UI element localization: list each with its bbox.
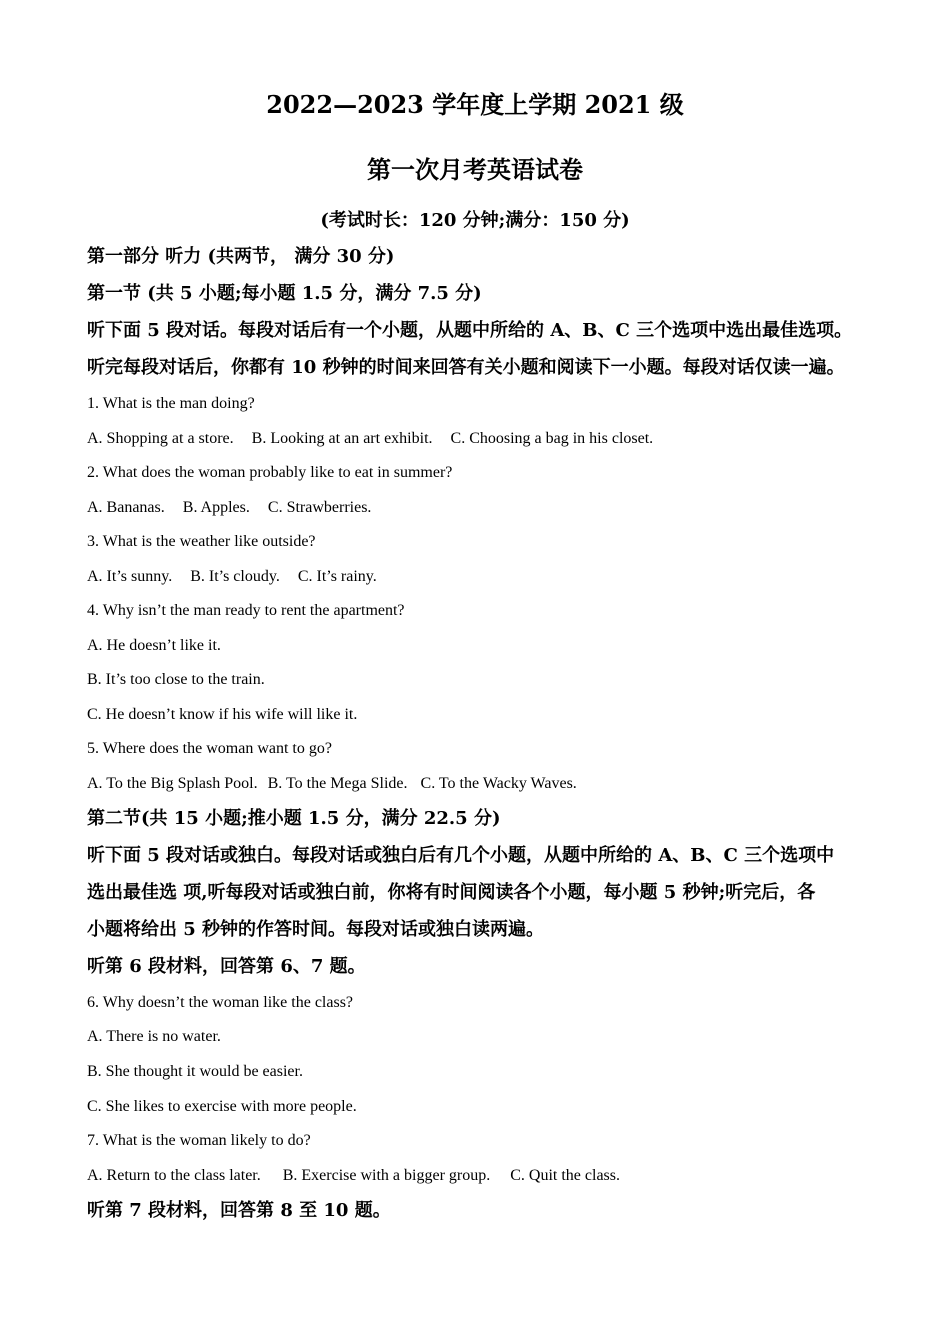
option-6b: B. She thought it would be easier. [87,1063,303,1080]
question-1-options [87,428,653,450]
question-3-options [87,566,377,588]
question-1: 1. What is the man doing? [87,395,255,412]
exam-title-line2: 第一次月考英语试卷 [367,155,583,184]
material-6-heading: 听第 6 段材料，回答第 6、7 题。 [87,956,366,977]
option-7b: B. Exercise with a bigger group. [282,1167,491,1184]
option-3b: B. It’s cloudy. [190,568,280,585]
option-2a: A. Bananas. [87,499,165,516]
question-5: 5. Where does the woman want to go? [87,740,332,757]
option-1a: A. Shopping at a store. [87,430,234,447]
question-2-options [87,497,371,519]
section1-instruction-2: 听完每段对话后，你都有 10 秒钟的时间来回答有关小题和阅读下一小题。每段对话仅读一遍。 [87,357,845,378]
question-2: 2. What does the woman probably like to eat in summer? [87,464,453,481]
option-4b: B. It’s too close to the train. [87,671,265,688]
section1-heading: 第一节 (共 5 小题;每小题 1.5 分，满分 7.5 分) [87,283,482,304]
exam-info: (考试时长：120 分钟;满分：150 分) [320,210,630,231]
option-1c: C. Choosing a bag in his closet. [450,430,654,447]
section1-instruction-1: 听下面 5 段对话。每段对话后有一个小题，从题中所给的 A、B、C 三个选项中选出最佳选项。 [87,320,853,341]
question-3: 3. What is the weather like outside? [87,533,316,550]
option-5b: B. To the Mega Slide. [267,775,408,792]
option-4a: A. He doesn’t like it. [87,637,221,654]
option-5c: C. To the Wacky Waves. [420,775,577,792]
option-2c: C. Strawberries. [267,499,372,516]
section2-instruction-2: 选出最佳选 项,听每段对话或独白前，你将有时间阅读各个小题，每小题 5 秒钟;听完后，各 [87,882,816,903]
option-6a: A. There is no water. [87,1028,221,1045]
question-7: 7. What is the woman likely to do? [87,1132,311,1149]
option-4c: C. He doesn’t know if his wife will like it. [87,706,358,723]
option-1b: B. Looking at an art exhibit. [251,430,433,447]
option-5a: A. To the Big Splash Pool. [87,775,258,792]
section2-heading: 第二节(共 15 小题;推小题 1.5 分，满分 22.5 分) [87,808,501,829]
question-5-options [87,773,577,795]
material-7-heading: 听第 7 段材料，回答第 8 至 10 题。 [87,1200,391,1221]
option-2b: B. Apples. [182,499,250,516]
section2-instruction-3: 小题将给出 5 秒钟的作答时间。每段对话或独白读两遍。 [87,919,545,940]
option-7c: C. Quit the class. [510,1167,620,1184]
option-3c: C. It’s rainy. [297,568,377,585]
question-4: 4. Why isn’t the man ready to rent the apartment? [87,602,405,619]
option-6c: C. She likes to exercise with more people. [87,1098,357,1115]
question-7-options [87,1165,620,1187]
option-7a: A. Return to the class later. [87,1167,261,1184]
option-3a: A. It’s sunny. [87,568,173,585]
exam-title-line1: 2022—2023 学年度上学期 2021 级 [266,90,684,119]
question-6: 6. Why doesn’t the woman like the class? [87,994,354,1011]
part1-heading: 第一部分 听力 (共两节， 满分 30 分) [87,246,395,267]
section2-instruction-1: 听下面 5 段对话或独白。每段对话或独白后有几个小题，从题中所给的 A、B、C 三个选项中 [87,845,835,866]
